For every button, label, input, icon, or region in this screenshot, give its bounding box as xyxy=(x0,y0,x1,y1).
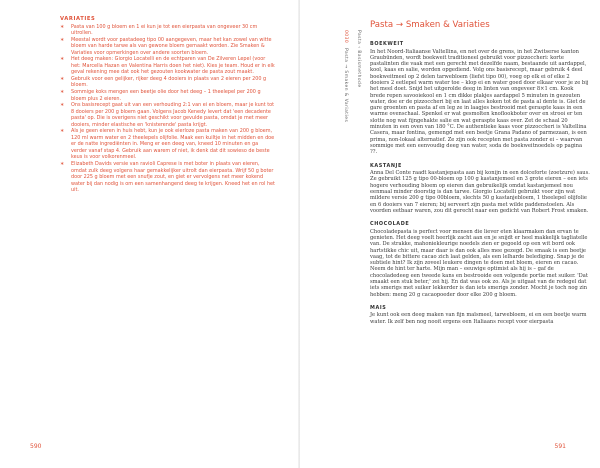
tip-bullet-icon: ∗ xyxy=(60,75,65,82)
section-heading: BOEKWEIT xyxy=(370,41,404,47)
tip-item xyxy=(60,102,275,128)
tip-item xyxy=(60,161,275,194)
tip-bullet-icon: ∗ xyxy=(60,36,65,43)
tip-bullet-icon: ∗ xyxy=(60,23,65,30)
page-number-right: 591 xyxy=(554,443,566,450)
page-number-left: 590 xyxy=(30,443,42,450)
tip-item xyxy=(60,89,275,102)
tip-text: Het deeg maken: Giorgio Locatelli en de echtparen van De Zilveren Lepel (voor het: Marcella Hazan en Valentina Harris doen het niet). Kies je team. Houd er in elk geval rekening mee dat ook het gezouten kookwater de pasta zout maakt. xyxy=(71,56,275,76)
tips-heading: VARIATIES xyxy=(60,16,96,22)
tip-text: Gebruik voor een gelijker, rijker deeg 4 dooiers in plaats van 2 eieren per 200 g bloem. xyxy=(71,75,267,89)
tip-bullet-icon: ∗ xyxy=(60,102,65,109)
section-body: In het Noord-Italiaanse Valtellina, en net over de grens, in het Zwitserse kanton Graubünden, wordt boekweit traditioneel gebruikt voor pizzoccheri: korte pastalinten die vaak met een gerecht met dezelfde naam, bestaande uit aardappel, kool, kaas en salie, worden opgediend. Volg ons basisrecept, maar gebruik 4 deel boekweitmeel op 2 delen tarwebloem (liefst tipo 00), voeg op elk ei of elke 2 dooiers 2 eetlepel warm water toe – klop ei en water goed door elkaar voor je ze bij het meel doet. Snijd het uitgerolde deeg in linten van ongeveer 8×1 cm. Kook brede repen savooiekool en 1 cm dikke plakjes aardappel 5 minuten in gezouten water, doe er de pizzoccheri bij en laat alles koken tot de pasta al dente is. Giet de gare groenten en pasta af en leg ze in laagjes bestrooid met geraspte kaas in een warme ovenschaal. Spenkel er wat gesmolten knoflookboter over en strooi er ten slotte nog wat fijngehakte salie en wat geraspte kaas over. Zet de schaal 20 minuten in een oven van 180 °C. De authentieke kaas voor pizzoccheri is Valtellina Casera, maar fontina, gemengd met een beetje Grana Padano of parmezaan, is een prima, non-lokaal alternatief. Ze zijn ook recepten met pasta zonder ei – waarvan sommige met een eenvoudig deeg van water, soda de boekweitnoedels op pagina ??. xyxy=(370,48,589,156)
tip-bullet-icon: ∗ xyxy=(60,88,65,95)
tip-item xyxy=(60,76,275,89)
running-head-primary xyxy=(343,30,348,122)
page-title: Pasta → Smaken & Variaties xyxy=(370,20,490,30)
section-body: Je kunt ook een deeg maken van fijn maïsmeel, tarwebloem, ei en een beetje warm water. Ik zelf ben nog nooit ergens een Italiaans recept voor eierpasta xyxy=(370,312,587,325)
tip-item xyxy=(60,56,275,76)
section-heading: CHOCOLADE xyxy=(370,221,410,228)
tip-text: Pasta van 100 g bloem en 1 ei kun je tot een eierpasta van ongeveer 30 cm uitrollen. xyxy=(71,23,258,37)
tip-text: Sommige koks mengen een beetje olie door het deeg – 1 theelepel per 200 g bloem plus 2 eieren. xyxy=(71,88,261,102)
tips-list xyxy=(60,24,275,194)
tip-item xyxy=(60,128,275,161)
tip-bullet-icon: ∗ xyxy=(60,128,65,135)
running-head-text: Pasta → Smaken & Variaties xyxy=(343,48,348,123)
tip-item xyxy=(60,37,275,57)
section-body: Chocoladepasta is perfect voor mensen die liever eten klaarmaken dan ervan te genieten. Het deeg voelt heerlijk zacht aan en je snijdt er heel makkelijk tagliatelle van. De strakke, mahoniekleurige noedels zien er gegoeld op een wit bord ook hartstikke chic uit, maar daar is dan ook alles mee gezegd. De smaak is een beetje vaag, tot de bittere cacao zich laat gelden, als een lelharde belediging. Snap je de subtiele hint? Ik zijn zoveel leukere dingen te doen met bloem, eieren en cacao. Neem de hint ter harte. Mijn man – eeuwige optimist als hij is – gaf de chocoladedeeg een tweede kans en bestrooide een volgende portie met suiker. 'Dat smaakt een stuk beter,' zei hij. En dat was ook zo. Als je uitgaat van de redegel dat iets smerigs met suiker lekkerder is dan iets smerigs zonder. Mocht je toch nog zin hebben: meng 20 g cacaopoeder door elke 200 g bloem. xyxy=(370,228,588,298)
section-heading: MAIS xyxy=(370,304,387,311)
tip-text: Ons basisrecept gaat uit van een verhouding 2:1 van ei en bloem, maar je kunt tot 8 dooiers per 200 g bloem gaan. Volgens Jacob Kenedy levert dat 'een decadente pasta' op. Die is overigens niet geschikt voor gevulde pasta, omdat je met meer dooiers, minder elastische en 'knisterende' pasta krijgt. xyxy=(71,102,275,128)
tips-block xyxy=(60,16,275,194)
section-body: Anna Del Conte raadt kastanjepasta aan bij konijn in een dolceforte (zoetzure) saus. Ze gebruikt 125 g tipo 00-bloem op 100 g kastanjemeel en 3 grote eieren – een iets hogere verhouding bloem op eieren dan gebruikelijk omdat kastanjemeel nou eenmaal minder doorstig is dan tarwe. Giorgio Locatelli gebruikt voor zijn wat mildere versie 200 g tipo 00bloem, slechts 50 g kastanjebloem, 1 theelepel olijfolie en 6 dooiers van 7 eieren; bij serveert zijn pasta met wilde paddenstoelen. Als voorden eetbaar waren, zou dit gerecht naar een gedicht van Robert Frost smaken. xyxy=(370,170,590,214)
tip-text: Als je geen eieren in huis hebt, kun je ook eierloze pasta maken van 200 g bloem, 120 ml warm water en 2 theelepels olijfolie. Maak een kuiltje in het midden en doe er de natte ingrediënten in. Meng er een deeg van, kneed 10 minuten en ga verder vanaf stap 4. Gebruik aan warem of niet, ik denk dat dit sowieso de beste keus is voor volkorenmeel. xyxy=(71,128,275,161)
section-heading: KASTANJE xyxy=(370,162,402,169)
running-head-secondary xyxy=(356,30,361,88)
tip-bullet-icon: ∗ xyxy=(60,56,65,63)
tip-bullet-icon: ∗ xyxy=(60,160,65,167)
main-column xyxy=(370,20,590,332)
tip-text: Elizabeth Davids versie van ravioli Caprese is met boter in plaats van eieren, omdat zulk deeg volgens haar gemakkelijker uitrolt dan eierpasta. Wrijf 50 g boter door 225 g bloem met een snufje zout, en giet er vervolgens net meer kokend water bij dan nodig is om een samenhangend deeg te krijgen. Kneed het en rol het uit. xyxy=(71,160,275,194)
tip-item xyxy=(60,24,275,37)
right-page xyxy=(300,0,600,468)
tip-text: Meestal wordt voor pastadeeg tipo 00 aangegeven, maar het kan zowel van witte bloem van harde tarwe als van gewone bloem gemaakt worden. Zie Smaken & Variaties voor opmerkingen over andere soorten bloem. xyxy=(71,36,272,56)
running-head-number: 0030 xyxy=(343,30,348,44)
running-head-text: Pasta ‹ Basismethode xyxy=(356,30,361,88)
